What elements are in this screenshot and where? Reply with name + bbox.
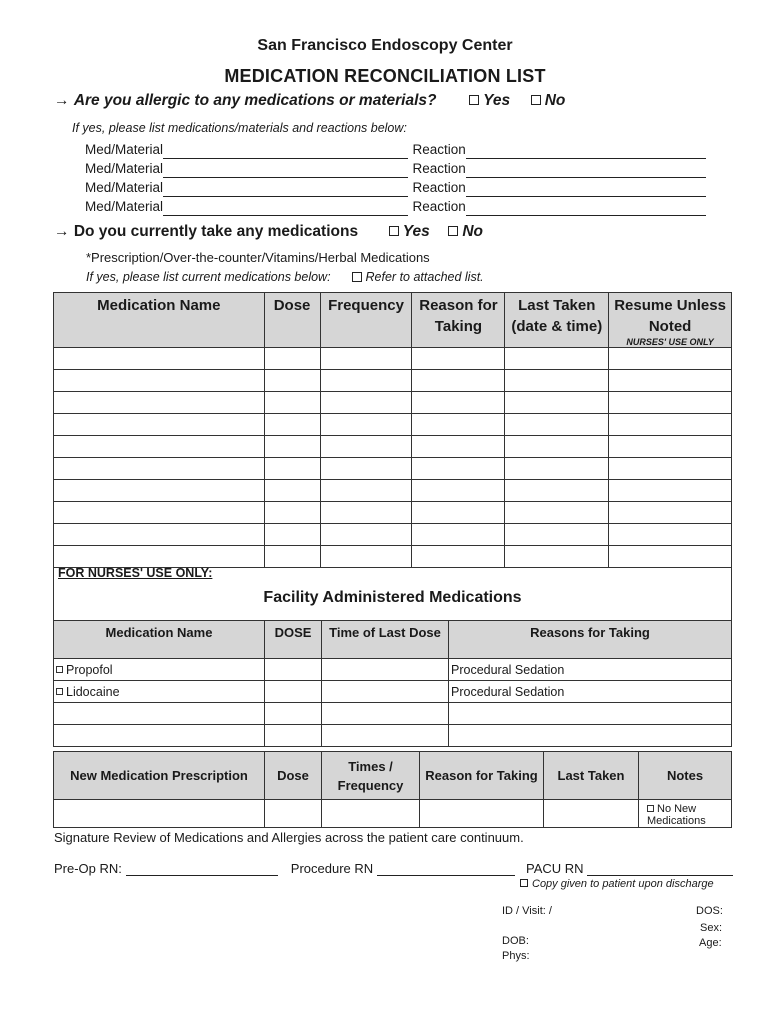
patient-id-visit: ID / Visit: / [502, 905, 552, 917]
signature-statement: Signature Review of Medications and Allergies across the patient care continuum. [54, 830, 524, 845]
table-cell[interactable] [609, 524, 732, 546]
copy-given-row [520, 878, 714, 890]
table-cell[interactable] [54, 502, 265, 524]
col-fac-time: Time of Last Dose [322, 621, 449, 659]
col-fac-reasons: Reasons for Taking [449, 621, 732, 659]
medication-table-header [54, 293, 732, 348]
nurses-use-note: NURSES' USE ONLY [626, 337, 714, 347]
table-cell[interactable] [420, 800, 544, 828]
medications-instructions-row [86, 270, 484, 284]
facility-meds-header [54, 621, 732, 659]
table-cell[interactable] [412, 348, 505, 370]
medications-instructions: If yes, please list current medications below: [86, 270, 331, 284]
facility-med-name: Lidocaine [66, 684, 120, 699]
table-row [54, 681, 732, 703]
col-new-notes: Notes [639, 752, 732, 800]
table-cell[interactable] [412, 458, 505, 480]
table-cell[interactable] [320, 502, 412, 524]
table-cell[interactable] [449, 725, 732, 747]
col-reason: Reason for Taking [412, 293, 505, 348]
allergy-no-checkbox[interactable] [531, 95, 541, 105]
table-cell[interactable] [505, 458, 609, 480]
table-row [54, 524, 732, 546]
facility-med-name-cell [54, 681, 265, 703]
nurses-section [53, 563, 732, 621]
medications-no-label: No [462, 223, 484, 240]
med-material-label: Med/Material [85, 180, 164, 195]
medications-no-checkbox[interactable] [448, 226, 458, 236]
table-cell[interactable] [264, 502, 320, 524]
medications-note: *Prescription/Over-the-counter/Vitamins/Herbal Medications [86, 250, 430, 265]
table-cell[interactable] [609, 370, 732, 392]
medications-yes-checkbox[interactable] [389, 226, 399, 236]
table-cell[interactable] [505, 524, 609, 546]
pacu-rn-label: PACU RN [526, 861, 584, 876]
table-cell[interactable] [54, 800, 265, 828]
col-last-taken: Last Taken (date & time) [505, 293, 609, 348]
col-fac-dose: DOSE [265, 621, 322, 659]
table-cell[interactable] [412, 436, 505, 458]
procedure-rn-label: Procedure RN [290, 861, 374, 876]
col-resume [609, 293, 732, 348]
table-cell[interactable] [264, 458, 320, 480]
table-cell[interactable] [412, 370, 505, 392]
table-cell[interactable] [505, 392, 609, 414]
table-cell[interactable] [322, 681, 449, 703]
reaction-field[interactable] [466, 196, 706, 197]
notes-cell [639, 800, 732, 828]
allergy-row [85, 160, 725, 179]
table-cell[interactable] [265, 659, 322, 681]
table-cell[interactable] [322, 659, 449, 681]
facility-med-name-cell [54, 659, 265, 681]
refer-attached-checkbox[interactable] [352, 272, 362, 282]
table-cell[interactable] [322, 703, 449, 725]
reaction-label: Reaction [412, 142, 466, 157]
med-material-label: Med/Material [85, 199, 164, 214]
table-cell[interactable] [320, 392, 412, 414]
table-cell[interactable] [609, 414, 732, 436]
table-cell[interactable] [264, 436, 320, 458]
med-material-field[interactable] [163, 196, 408, 197]
procedure-rn-field[interactable] [377, 875, 515, 876]
table-cell[interactable] [264, 414, 320, 436]
patient-phys: Phys: [502, 950, 530, 962]
allergy-list [85, 141, 725, 217]
table-cell[interactable] [264, 524, 320, 546]
new-medication-header [54, 752, 732, 800]
med-material-field[interactable] [163, 177, 408, 178]
table-row [54, 348, 732, 370]
table-cell[interactable] [412, 480, 505, 502]
table-cell[interactable] [265, 800, 322, 828]
arrow-right-icon: → [54, 92, 70, 109]
allergy-row [85, 179, 725, 198]
reaction-label: Reaction [412, 199, 466, 214]
facility-med-name: Propofol [66, 662, 113, 677]
patient-sex: Sex: [700, 922, 723, 934]
allergy-instructions: If yes, please list medications/materials and reactions below: [72, 121, 407, 135]
medications-question: Do you currently take any medications [73, 223, 359, 240]
table-cell[interactable] [54, 414, 265, 436]
preop-rn-field[interactable] [126, 875, 278, 876]
allergy-no-label: No [544, 92, 566, 109]
patient-age: Age: [699, 937, 722, 949]
table-cell[interactable] [264, 370, 320, 392]
table-cell[interactable] [54, 524, 265, 546]
table-cell[interactable] [54, 458, 265, 480]
table-row [54, 659, 732, 681]
table-cell[interactable] [54, 480, 265, 502]
table-cell[interactable] [505, 502, 609, 524]
reaction-field[interactable] [466, 215, 706, 216]
table-cell[interactable] [505, 480, 609, 502]
facility-name: San Francisco Endoscopy Center [257, 37, 513, 54]
table-row [54, 502, 732, 524]
table-cell[interactable] [412, 524, 505, 546]
nurses-use-label: FOR NURSES' USE ONLY: [58, 566, 213, 580]
med-material-field[interactable] [163, 158, 408, 159]
table-cell[interactable] [609, 480, 732, 502]
no-new-medications-label: No New Medications [647, 803, 706, 827]
copy-given-checkbox[interactable] [520, 879, 528, 887]
table-cell[interactable] [54, 370, 265, 392]
table-cell[interactable] [609, 392, 732, 414]
facility-meds-title: Facility Administered Medications [263, 589, 522, 606]
table-cell[interactable] [544, 800, 639, 828]
table-cell[interactable] [54, 436, 265, 458]
allergy-row [85, 141, 725, 160]
col-medication-name: Medication Name [54, 293, 265, 348]
allergy-yes-checkbox[interactable] [469, 95, 479, 105]
table-row [54, 370, 732, 392]
medications-yes-label: Yes [402, 223, 430, 240]
table-cell[interactable] [264, 480, 320, 502]
resume-label: Resume Unless Noted [614, 297, 726, 335]
table-cell[interactable] [320, 524, 412, 546]
propofol-checkbox[interactable] [56, 666, 63, 673]
col-new-dose: Dose [265, 752, 322, 800]
med-material-label: Med/Material [85, 161, 164, 176]
new-medication-table [53, 751, 732, 828]
reaction-field[interactable] [466, 177, 706, 178]
med-material-field[interactable] [163, 215, 408, 216]
table-cell[interactable] [54, 703, 265, 725]
col-new-medication: New Medication Prescription [54, 752, 265, 800]
col-dose: Dose [264, 293, 320, 348]
allergy-question-row [54, 92, 565, 110]
table-cell[interactable] [320, 480, 412, 502]
facility-med-reason: Procedural Sedation [449, 681, 732, 703]
preop-rn-label: Pre-Op RN: [54, 861, 122, 876]
table-cell[interactable] [449, 703, 732, 725]
medication-table [53, 292, 732, 568]
form-title: MEDICATION RECONCILIATION LIST [224, 66, 546, 86]
table-row [54, 414, 732, 436]
table-cell[interactable] [320, 348, 412, 370]
facility-meds-table [53, 620, 732, 747]
table-cell[interactable] [412, 502, 505, 524]
table-cell[interactable] [412, 392, 505, 414]
table-row [54, 725, 732, 747]
table-cell[interactable] [609, 348, 732, 370]
table-row [54, 703, 732, 725]
table-cell[interactable] [320, 458, 412, 480]
table-row [54, 800, 732, 828]
allergy-row [85, 198, 725, 217]
reaction-label: Reaction [412, 180, 466, 195]
table-cell[interactable] [322, 725, 449, 747]
table-cell[interactable] [322, 800, 420, 828]
table-row [54, 392, 732, 414]
table-cell[interactable] [505, 370, 609, 392]
table-cell[interactable] [505, 436, 609, 458]
table-cell[interactable] [264, 392, 320, 414]
table-cell[interactable] [320, 370, 412, 392]
patient-dos: DOS: [696, 905, 723, 917]
col-new-reason: Reason for Taking [420, 752, 544, 800]
table-cell[interactable] [505, 348, 609, 370]
table-cell[interactable] [264, 348, 320, 370]
table-cell[interactable] [609, 502, 732, 524]
pacu-rn-field[interactable] [587, 875, 733, 876]
col-frequency: Frequency [320, 293, 412, 348]
table-cell[interactable] [265, 703, 322, 725]
lidocaine-checkbox[interactable] [56, 688, 63, 695]
patient-dob: DOB: [502, 935, 529, 947]
table-row [54, 480, 732, 502]
table-cell[interactable] [505, 414, 609, 436]
table-row [54, 436, 732, 458]
copy-given-label: Copy given to patient upon discharge [532, 878, 714, 890]
table-cell[interactable] [609, 458, 732, 480]
allergy-yes-label: Yes [483, 92, 511, 109]
allergy-question: Are you allergic to any medications or materials? [73, 92, 437, 109]
arrow-right-icon: → [54, 223, 70, 240]
col-new-frequency: Times / Frequency [322, 752, 420, 800]
table-cell[interactable] [412, 414, 505, 436]
table-cell[interactable] [320, 414, 412, 436]
table-row [54, 458, 732, 480]
table-cell[interactable] [54, 725, 265, 747]
col-fac-medication-name: Medication Name [54, 621, 265, 659]
table-cell[interactable] [609, 436, 732, 458]
table-cell[interactable] [320, 436, 412, 458]
table-cell[interactable] [265, 725, 322, 747]
med-material-label: Med/Material [85, 142, 164, 157]
signature-row [54, 861, 744, 876]
facility-med-reason: Procedural Sedation [449, 659, 732, 681]
reaction-field[interactable] [466, 158, 706, 159]
refer-attached-label: Refer to attached list. [365, 270, 484, 284]
table-cell[interactable] [265, 681, 322, 703]
table-cell[interactable] [54, 348, 265, 370]
col-new-last-taken: Last Taken [544, 752, 639, 800]
reaction-label: Reaction [412, 161, 466, 176]
medications-question-row [54, 223, 483, 241]
no-new-medications-checkbox[interactable] [647, 805, 654, 812]
table-cell[interactable] [54, 392, 265, 414]
